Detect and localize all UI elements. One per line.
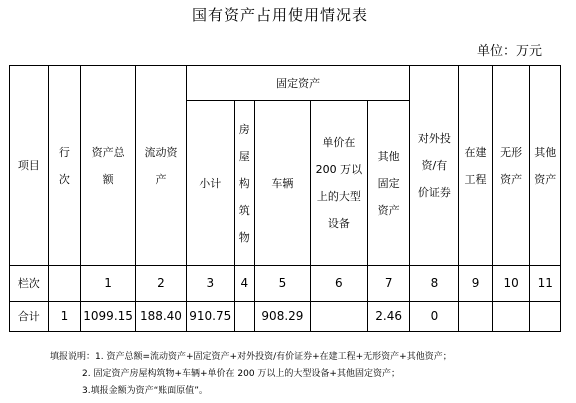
- table-row: [10, 302, 561, 332]
- table-cell: [459, 302, 493, 332]
- header-buildings: [234, 101, 254, 266]
- header-line: 构: [238, 176, 250, 190]
- header-fixed-assets: 固定资产: [186, 66, 410, 101]
- table-cell: 7: [367, 266, 410, 302]
- note-line: 3.填报金额为资产“账面原值”。: [82, 386, 208, 396]
- header-line: 价证券: [417, 186, 451, 199]
- header-line: 产: [155, 172, 167, 186]
- table-cell: 908.29: [254, 302, 310, 332]
- table-cell: [492, 302, 530, 332]
- report-title: 国有资产占用使用情况表: [191, 6, 368, 24]
- header-current-assets: [136, 66, 187, 266]
- row-label: 栏次: [10, 266, 49, 302]
- table-cell: [530, 302, 561, 332]
- table-cell: 3: [186, 266, 234, 302]
- header-line: 其他: [534, 145, 557, 159]
- table-cell: 2.46: [367, 302, 410, 332]
- header-row-no: [48, 66, 81, 266]
- header-line: 单价在: [322, 136, 356, 149]
- header-line: 物: [238, 230, 250, 244]
- table-cell: 1: [81, 266, 136, 302]
- header-row-no-line: 行: [58, 145, 70, 159]
- table-cell: 1099.15: [81, 302, 136, 332]
- header-other-fixed: [367, 101, 410, 266]
- header-row-no-text: [49, 139, 81, 193]
- filling-notes: [50, 349, 452, 400]
- row-label: 合计: [10, 302, 49, 332]
- table-cell: [48, 266, 81, 302]
- table-row: [10, 266, 561, 302]
- header-investments-text: [410, 125, 458, 206]
- table-cell: 10: [492, 266, 530, 302]
- header-line: 资产: [500, 172, 523, 186]
- header-line: 筑: [238, 203, 250, 217]
- table-cell: 0: [410, 302, 459, 332]
- note-line: 填报说明：1. 资产总额=流动资产+固定资产+对外投资/有价证券+在建工程+无形资产+其他资产；: [50, 352, 452, 362]
- table-cell: 4: [234, 266, 254, 302]
- header-other-assets: [530, 66, 561, 266]
- header-other-assets-text: [530, 139, 560, 193]
- table-cell: 11: [530, 266, 561, 302]
- table-cell: 6: [310, 266, 367, 302]
- table-cell: 9: [459, 266, 493, 302]
- header-line: 在建: [464, 145, 487, 159]
- header-vehicles: 车辆: [254, 101, 310, 266]
- table-cell: 2: [136, 266, 187, 302]
- header-line: 无形: [500, 145, 523, 159]
- header-large-equipment: [310, 101, 367, 266]
- header-line: 资产: [534, 172, 557, 186]
- header-line: 对外投: [417, 132, 451, 145]
- header-intangible: [492, 66, 530, 266]
- unit-label: 单位：万元: [476, 44, 542, 59]
- header-large-equipment-text: [311, 129, 367, 237]
- header-construction-text: [459, 139, 492, 193]
- table-cell: 1: [48, 302, 81, 332]
- header-line: 其他: [377, 149, 400, 163]
- header-line: 流动资: [144, 145, 178, 159]
- table-cell: [234, 302, 254, 332]
- header-buildings-text: [235, 116, 254, 251]
- header-line: 固定: [377, 176, 400, 190]
- header-investments: [410, 66, 459, 266]
- header-line: 资/有: [421, 159, 448, 172]
- header-line: 房: [238, 122, 250, 136]
- header-line: 上的大型: [316, 190, 361, 203]
- header-item: 项目: [10, 66, 49, 266]
- header-line: 资产: [377, 203, 400, 217]
- table-cell: 188.40: [136, 302, 187, 332]
- header-current-assets-text: [136, 139, 186, 193]
- asset-table: [9, 65, 561, 332]
- header-line: 屋: [238, 149, 250, 163]
- table-cell: [310, 302, 367, 332]
- note-line: 2. 固定资产房屋构筑物+车辆+单价在 200 万以上的大型设备+其他固定资产；: [82, 369, 400, 379]
- header-subtotal: 小计: [186, 101, 234, 266]
- header-construction: [459, 66, 493, 266]
- header-line: 200 万以: [315, 163, 363, 176]
- header-other-fixed-text: [368, 143, 410, 224]
- header-line: 额: [102, 172, 114, 186]
- table-cell: 910.75: [186, 302, 234, 332]
- table-cell: 8: [410, 266, 459, 302]
- header-line: 工程: [464, 172, 487, 186]
- header-line: 设备: [327, 217, 350, 230]
- header-line: 资产总: [91, 145, 125, 159]
- header-total-assets: [81, 66, 136, 266]
- header-intangible-text: [493, 139, 530, 193]
- header-total-assets-text: [81, 139, 135, 193]
- header-row-no-line: 次: [58, 172, 70, 186]
- table-cell: 5: [254, 266, 310, 302]
